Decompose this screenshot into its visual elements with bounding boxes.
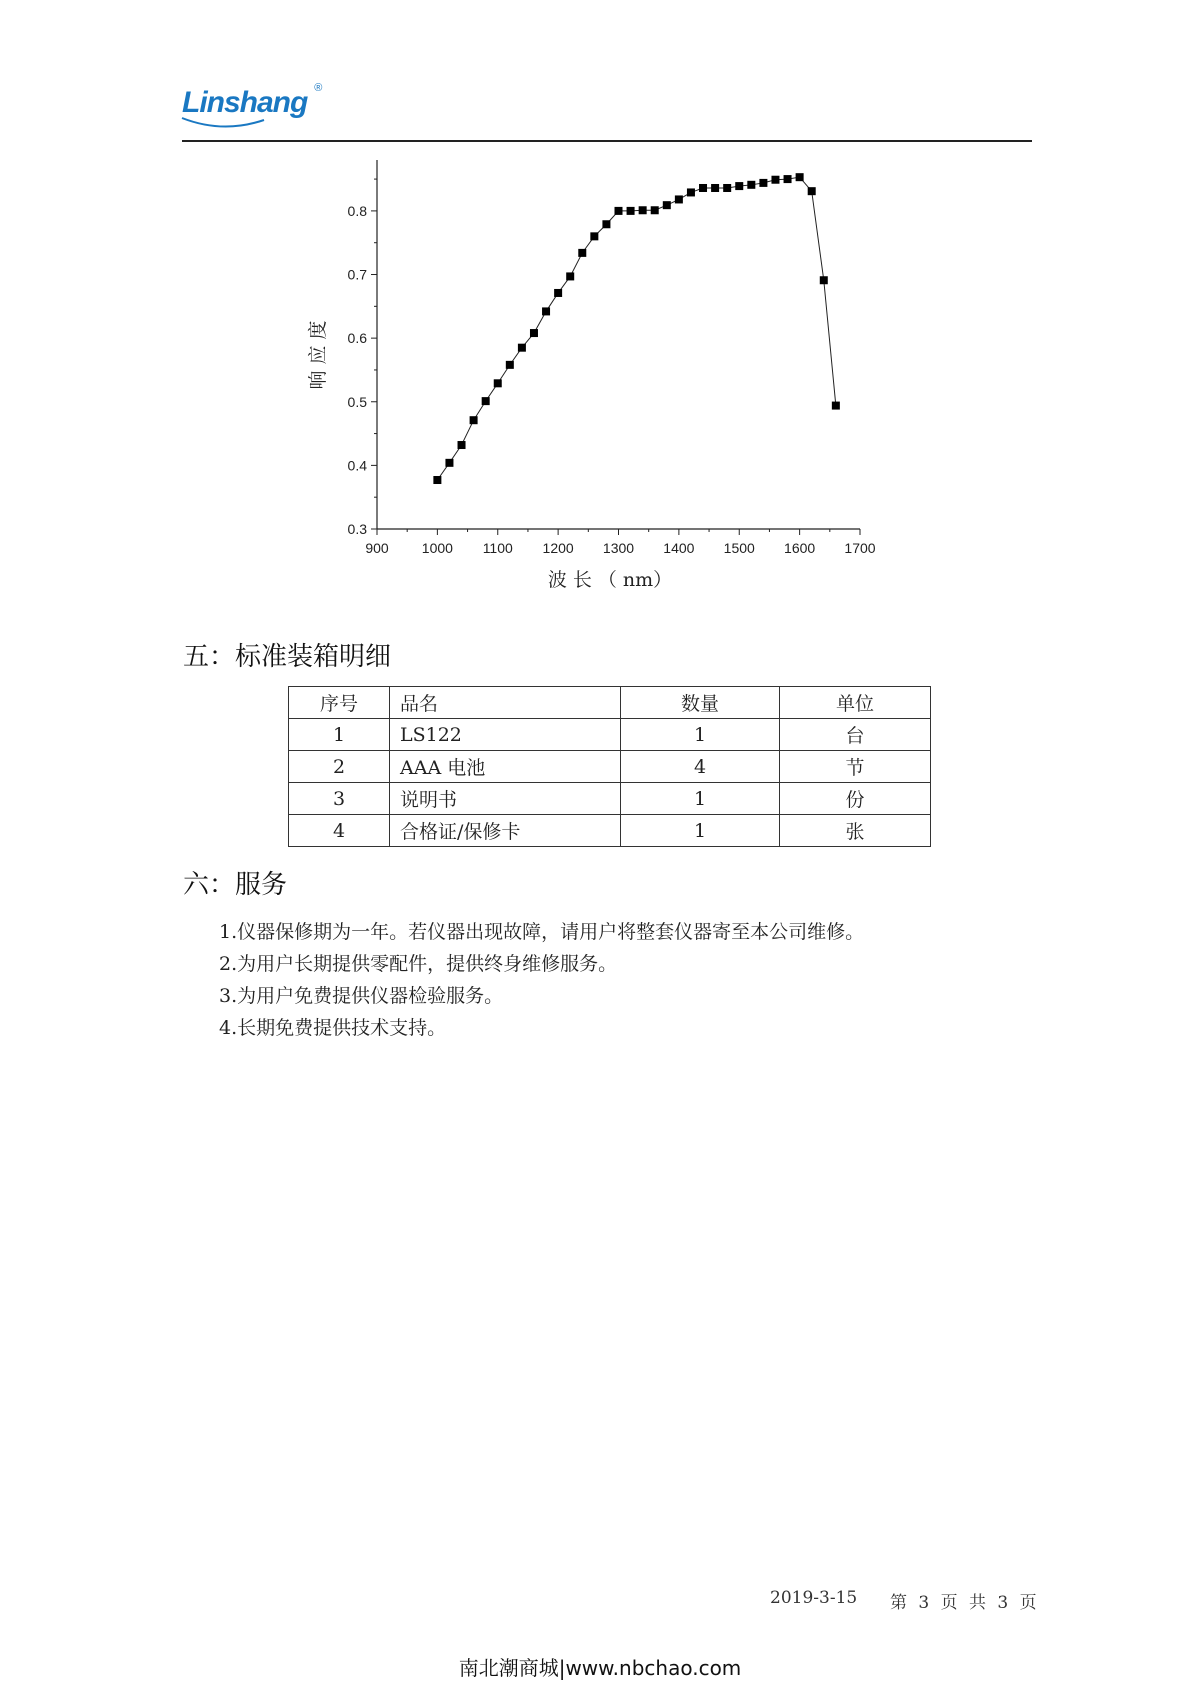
x-tick-label: 1200 <box>542 540 574 556</box>
cell: 3 <box>289 783 390 815</box>
site-brand-link[interactable]: 南北潮商城|www.nbchao.com <box>458 1656 742 1680</box>
data-point <box>506 361 514 369</box>
table-row <box>289 719 931 751</box>
x-tick-label: 900 <box>365 540 389 556</box>
data-point <box>699 184 707 192</box>
list-item: 1.仪器保修期为一年。若仪器出现故障，请用户将整套仪器寄至本公司维修。 <box>219 921 865 943</box>
data-point <box>494 379 502 387</box>
x-tick-label: 1600 <box>784 540 816 556</box>
data-point <box>578 249 586 257</box>
data-point <box>771 176 779 184</box>
registered-mark: ® <box>314 82 322 94</box>
header-cell: 品名 <box>390 687 621 719</box>
section6-title: 六：服务 <box>183 870 288 900</box>
header-cell: 数量 <box>621 687 780 719</box>
data-point <box>723 184 731 192</box>
chart-series <box>433 173 839 484</box>
data-point <box>554 289 562 297</box>
y-tick-label: 0.3 <box>347 521 367 537</box>
list-item: 4.长期免费提供技术支持。 <box>219 1017 447 1039</box>
data-point <box>602 220 610 228</box>
cell: LS122 <box>390 719 621 751</box>
cell: 1 <box>621 719 780 751</box>
data-point <box>663 201 671 209</box>
logo-swoosh <box>178 116 268 132</box>
data-point <box>651 206 659 214</box>
data-point <box>542 307 550 315</box>
data-point <box>675 195 683 203</box>
header-cell: 单位 <box>780 687 931 719</box>
section5-title: 五：标准装箱明细 <box>183 642 392 672</box>
list-item: 3.为用户免费提供仪器检验服务。 <box>219 985 504 1007</box>
header-cell: 序号 <box>289 687 390 719</box>
y-tick-label: 0.8 <box>347 202 367 219</box>
x-tick-label: 1000 <box>421 540 453 556</box>
responsivity-chart <box>300 160 880 600</box>
data-point <box>711 184 719 192</box>
cell: 4 <box>621 751 780 783</box>
y-tick-label: 0.5 <box>347 393 367 410</box>
y-tick-label: 0.4 <box>347 457 367 474</box>
data-point <box>735 182 743 190</box>
cell: 4 <box>289 815 390 847</box>
cell: 1 <box>621 783 780 815</box>
cell: 2 <box>289 751 390 783</box>
y-tick-label: 0.7 <box>347 266 367 283</box>
cell: AAA 电池 <box>390 751 621 783</box>
x-tick-label: 1400 <box>663 540 695 556</box>
data-point <box>759 179 767 187</box>
cell: 张 <box>780 815 931 847</box>
cell: 份 <box>780 783 931 815</box>
cell: 说明书 <box>390 783 621 815</box>
table-row <box>289 815 931 847</box>
cell: 1 <box>621 815 780 847</box>
x-tick-label: 1100 <box>482 540 513 556</box>
data-point <box>470 416 478 424</box>
service-list <box>219 916 864 1044</box>
header-divider <box>182 140 1032 142</box>
footer-date: 2019-3-15 <box>770 1588 858 1608</box>
data-point <box>687 188 695 196</box>
series-line <box>437 177 835 480</box>
data-point <box>627 207 635 215</box>
data-point <box>433 476 441 484</box>
footer-page-number: 第 3 页 共 3 页 <box>890 1593 1037 1613</box>
table-header-row <box>289 687 931 719</box>
data-point <box>832 402 840 410</box>
data-point <box>482 397 490 405</box>
x-tick-label: 1700 <box>844 540 876 556</box>
table-row <box>289 751 931 783</box>
cell: 1 <box>289 719 390 751</box>
y-axis-label: 响 应 度 <box>307 320 329 390</box>
cell: 台 <box>780 719 931 751</box>
data-point <box>747 181 755 189</box>
list-item: 2.为用户长期提供零配件，提供终身维修服务。 <box>219 953 618 975</box>
x-tick-label: 1500 <box>723 540 755 556</box>
data-point <box>808 187 816 195</box>
data-point <box>518 344 526 352</box>
data-point <box>458 441 466 449</box>
y-tick-label: 0.6 <box>347 330 367 347</box>
x-axis-label: 波 长 （ nm） <box>547 569 673 591</box>
data-point <box>615 207 623 215</box>
x-tick-label: 1300 <box>602 540 635 556</box>
data-point <box>590 232 598 240</box>
logo-text: Linshang <box>182 86 308 119</box>
table-row <box>289 783 931 815</box>
data-point <box>566 272 574 280</box>
data-point <box>820 276 828 284</box>
linshang-logo <box>182 82 322 120</box>
chart-axes <box>348 160 876 556</box>
data-point <box>445 459 453 467</box>
data-point <box>639 206 647 214</box>
data-point <box>796 173 804 181</box>
cell: 合格证/保修卡 <box>390 815 621 847</box>
data-point <box>530 329 538 337</box>
packing-list-table <box>288 686 931 847</box>
cell: 节 <box>780 751 931 783</box>
data-point <box>784 175 792 183</box>
